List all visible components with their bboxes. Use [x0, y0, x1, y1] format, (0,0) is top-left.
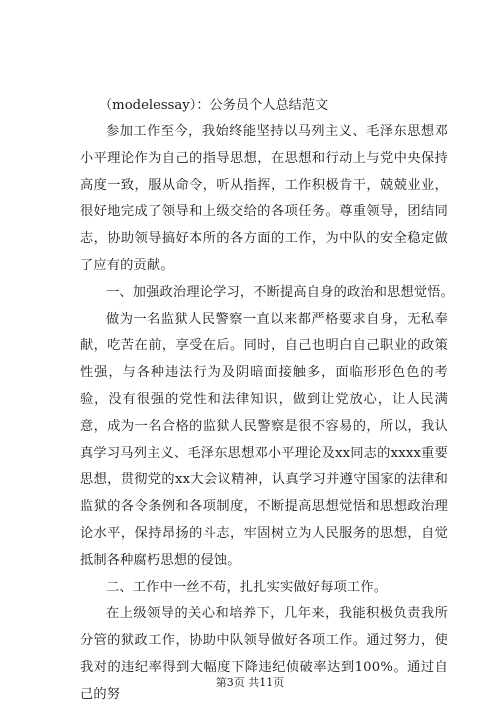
paragraph-intro: 参加工作至今，我始终能坚持以马列主义、毛泽东思想邓小平理论作为自己的指导思想，在思想和行动上与党中央保持高度一致，服从命令，听从指挥，工作积极肯干，兢兢业业，很好地完成了领导和上级交给的各项任务。尊重领导，团结同志，协助领导搞好本所的各方面的工作，为中队的安全稳定做了应有的贡献。 [80, 124, 448, 273]
document-title: （modelessay）：公务员个人总结范文 [99, 98, 329, 113]
paragraph-section-2: 在上级领导的关心和培养下，几年来，我能积极负责我所分管的狱政工作，协助中队领导做好各项工作。通过努力，使我对的违纪率得到大幅度下降违纪侦破率达到100%。通过自己的努 [80, 606, 448, 702]
paragraph-section-1: 做为一名监狱人民警察一直以来都严格要求自身，无私奉献，吃苦在前，享受在后。同时，自己也明白自己职业的政策性强，与各种违法行为及阴暗面接触多，面临形形色色的考验，没有很强的党性和法律知识，做到让党放心，让人民满意，成为一名合格的监狱人民警察是很不容易的，所以，我认真学习马列主义、毛泽东思想邓小平理论及xx同志的xxxx重要思想，贯彻党的xx大会议精神，认真学习并遵守国家的法律和监狱的各令条例和各项制度，不断提高思想觉悟和思想政治理论水平，保持昂扬的斗志，牢固树立为人民服务的思想，自觉抵制各种腐朽思想的侵蚀。 [80, 311, 448, 568]
section-heading-1: 一、加强政治理论学习，不断提高自身的政治和思想觉悟。 [106, 284, 455, 300]
document-body [80, 92, 455, 709]
section-heading-2: 二、工作中一丝不苟，扎扎实实做好每项工作。 [106, 579, 388, 595]
page-number: 第3页 共11页 [215, 676, 285, 689]
